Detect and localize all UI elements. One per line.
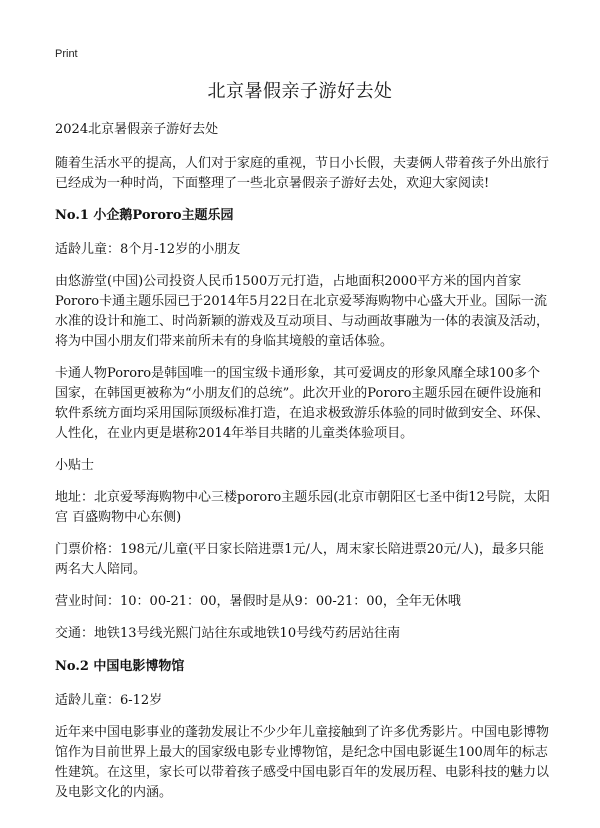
print-link[interactable]: Print <box>55 48 78 60</box>
transport-text: 交通：地铁13号线光熙门站往东或地铁10号线芍药居站往南 <box>55 626 401 641</box>
tips-label: 小贴士 <box>55 458 95 473</box>
price-text: 门票价格：198元/儿童(平日家长陪进票1元/人，周末家长陪进票20元/人)，最多只能两名大人陪同。 <box>55 542 544 577</box>
section-age-pororo: 适龄儿童：8个月-12岁的小朋友 <box>55 242 241 257</box>
section-paragraph: 近年来中国电影事业的蓬勃发展让不少少年儿童接触到了许多优秀影片。中国电影博物馆作为目前世界上最大的国家级电影专业博物馆，是纪念中国电影诞生100周年的标志性建筑。在这里，家长可以带着孩子感受中国电影百年的发展历程、电影科技的魅力以及电影文化的内涵。 <box>55 725 550 800</box>
intro-paragraph: 随着生活水平的提高，人们对于家庭的重视，节日小长假，夫妻俩人带着孩子外出旅行已经成为一种时尚，下面整理了一些北京暑假亲子游好去处，欢迎大家阅读! <box>55 156 550 191</box>
section-heading-film-museum: No.2 中国电影博物馆 <box>55 659 185 674</box>
document-title: 北京暑假亲子游好去处 <box>207 81 393 102</box>
article-subtitle: 2024北京暑假亲子游好去处 <box>55 122 219 137</box>
section-heading-pororo: No.1 小企鹅Pororo主题乐园 <box>55 208 234 223</box>
article-body <box>55 120 550 815</box>
address-text: 地址：北京爱琴海购物中心三楼pororo主题乐园(北京市朝阳区七圣中街12号院，太阳宫 百盛购物中心东侧) <box>55 490 550 525</box>
section-paragraph: 由悠游堂(中国)公司投资人民币1500万元打造，占地面积2000平方米的国内首家Pororo卡通主题乐园已于2014年5月22日在北京爱琴海购物中心盛大开业。国际一流水准的设计和施工、时尚新颖的游戏及互动项目、与动画故事融为一体的表演及活动，将为中国小朋友们带来前所未有的身临其境般的童话体验。 <box>55 274 550 349</box>
hours-text: 营业时间：10：00-21：00，暑假时是从9：00-21：00，全年无休哦 <box>55 594 461 609</box>
section-paragraph: 卡通人物Pororo是韩国唯一的国宝级卡通形象，其可爱调皮的形象风靡全球100多个国家，在韩国更被称为“小朋友们的总统”。此次开业的Pororo主题乐园在硬件设施和软件系统方面均采用国际顶级标准打造，在追求极致游乐体验的同时做到安全、环保、人性化，在业内更是堪称2014年举目共睹的儿童类体验项目。 <box>55 366 550 441</box>
section-age-film-museum: 适龄儿童：6-12岁 <box>55 693 163 708</box>
